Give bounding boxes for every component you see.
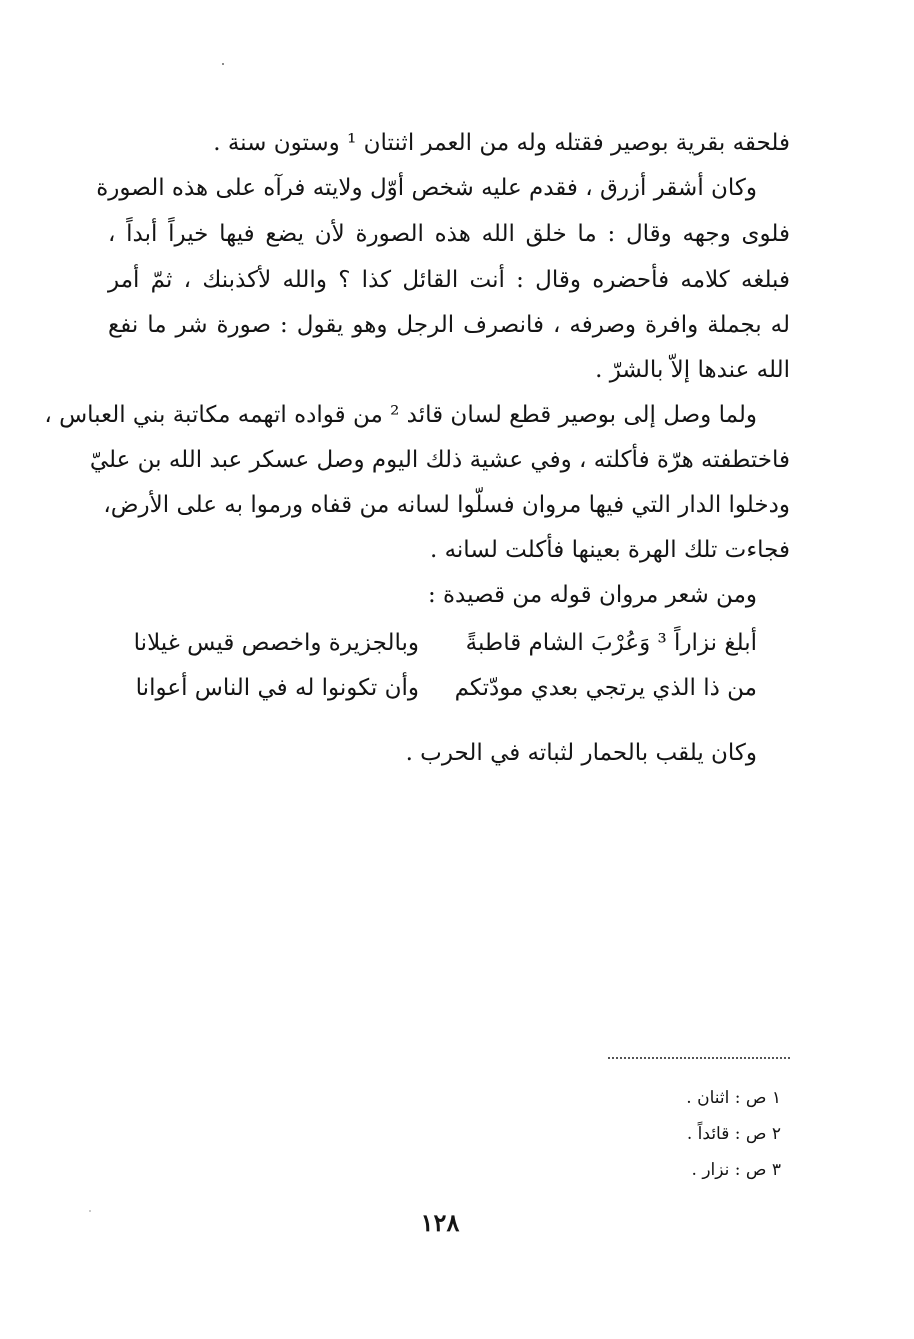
footnote-3: ٣ ص : نزار . <box>691 1160 781 1180</box>
paragraph-2-line-4: له بجملة وافرة وصرفه ، فانصرف الرجل وهو يقول : صورة شر ما نفع <box>108 312 790 338</box>
footnote-1: ١ ص : اثنان . <box>686 1088 781 1108</box>
paragraph-3-line-2: فاختطفته هرّة فأكلته ، وفي عشية ذلك اليوم وصل عسكر عبد الله بن عليّ <box>89 447 790 473</box>
poem-verse-1-second-hemistich: وبالجزيرة واخصص قيس غيلانا <box>133 630 419 656</box>
poem-verse-2-first-hemistich: من ذا الذي يرتجي بعدي مودّتكم <box>454 675 757 701</box>
paragraph-3-line-3: ودخلوا الدار التي فيها مروان فسلّوا لسانه من قفاه ورموا به على الأرض، <box>103 492 790 518</box>
scan-speck <box>222 63 224 65</box>
poem-intro: ومن شعر مروان قوله من قصيدة : <box>427 582 757 608</box>
paragraph-2-line-5: الله عندها إلاّ بالشرّ . <box>595 357 790 383</box>
paragraph-3-line-1: ولما وصل إلى بوصير قطع لسان قائد ² من قواده اتهمه مكاتبة بني العباس ، <box>44 402 757 428</box>
footnote-separator <box>608 1057 790 1059</box>
page-number: ١٢٨ <box>420 1208 460 1237</box>
paragraph-2-line-2: فلوى وجهه وقال : ما خلق الله هذه الصورة لأن يضع فيها خيراً أبداً ، <box>108 221 790 247</box>
closing-line: وكان يلقب بالحمار لثباته في الحرب . <box>405 740 757 766</box>
paragraph-2-line-1: وكان أشقر أزرق ، فقدم عليه شخص أوّل ولايته فرآه على هذه الصورة <box>96 175 757 201</box>
paragraph-1-line-1: فلحقه بقرية بوصير فقتله وله من العمر اثنتان ¹ وستون سنة . <box>213 130 790 156</box>
scan-speck <box>89 1210 91 1212</box>
paragraph-3-line-4: فجاءت تلك الهرة بعينها فأكلت لسانه . <box>429 537 790 563</box>
footnote-2: ٢ ص : قائداً . <box>686 1124 781 1144</box>
paragraph-2-line-3: فبلغه كلامه فأحضره وقال : أنت القائل كذا ؟ والله لأكذبنك ، ثمّ أمر <box>108 267 790 293</box>
poem-verse-2-second-hemistich: وأن تكونوا له في الناس أعوانا <box>135 675 419 701</box>
poem-verse-1-first-hemistich: أبلغ نزاراً ³ وَعُرْبَ الشام قاطبةً <box>465 630 757 656</box>
